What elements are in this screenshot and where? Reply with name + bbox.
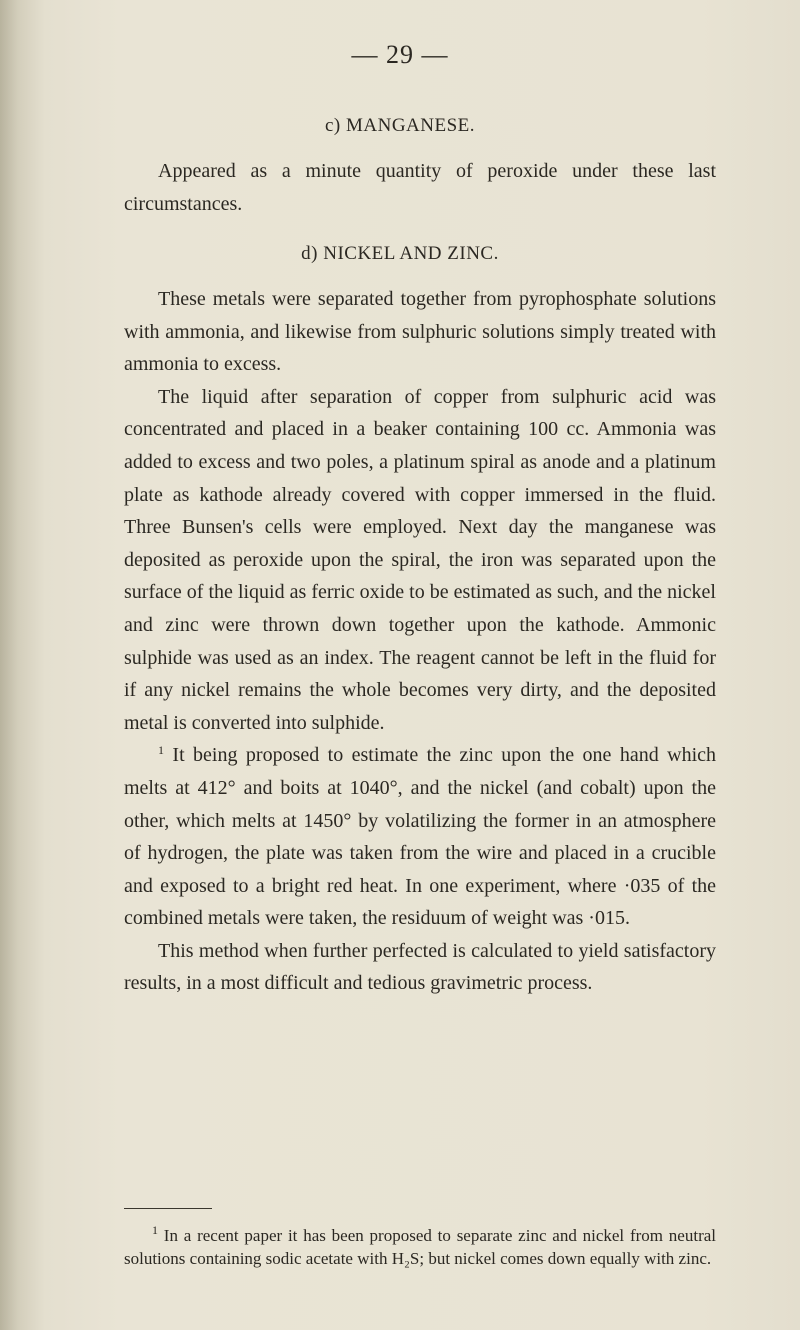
nickel-zinc-section-body [124, 283, 716, 1000]
paragraph: The liquid after separation of copper from sulphuric acid was concentrated and placed in a beaker containing 100 cc. Ammonia was added to excess and two poles, a platinum spiral as anode and a platinum plate as kathode already covered with copper immersed in the fluid. Three Bunsen's cells were employed. Next day the manganese was deposited as peroxide upon the spiral, the iron was separated upon the surface of the liquid as ferric oxide to be estimated as such, and the nickel and zinc were thrown down together upon the kathode. Ammonic sulphide was used as an index. The reagent cannot be left in the fluid for if any nickel remains the whole becomes very dirty, and the deposited metal is converted into sulphide. [124, 385, 716, 734]
footnote [124, 1224, 716, 1270]
footnoted-paragraph [124, 739, 716, 935]
footnote-marker: 1 [152, 1223, 158, 1237]
footnote-marker: 1 [158, 743, 164, 758]
footnote-text: In a recent paper it has been proposed to separate zinc and nickel from neutral solutions containing sodic acetate with H₂S; but nickel comes down equally with zinc. [124, 1226, 716, 1268]
paragraph: This method when further perfected is calculated to yield satisfactory results, in a most difficult and tedious gravimetric process. [124, 939, 716, 995]
paragraph: These metals were separated together from pyrophosphate solutions with ammonia, and likewise from sulphuric solutions simply treated with ammonia to excess. [124, 288, 716, 376]
footnoted-paragraph-text: It being proposed to estimate the zinc upon the one hand which melts at 412° and boits at 1040°, and the nickel (and cobalt) upon the other, which melts at 1450° by volatilizing the former in an atmosphere of hydrogen, the plate was taken from the wire and placed in a crucible and exposed to a bright red heat. In one experiment, where ·035 of the combined metals were taken, the residuum of weight was ·015. [124, 744, 716, 930]
paragraph: Appeared as a minute quantity of peroxide under these last circumstances. [124, 160, 716, 215]
footnote-divider [124, 1208, 212, 1209]
section-heading-manganese: c) MANGANESE. [324, 115, 476, 136]
section-heading-nickel-zinc: d) NICKEL AND ZINC. [301, 243, 499, 264]
page-number: — 29 — [351, 40, 449, 69]
footnote-text-paragraph [124, 1224, 716, 1270]
manganese-section-body [124, 155, 716, 220]
